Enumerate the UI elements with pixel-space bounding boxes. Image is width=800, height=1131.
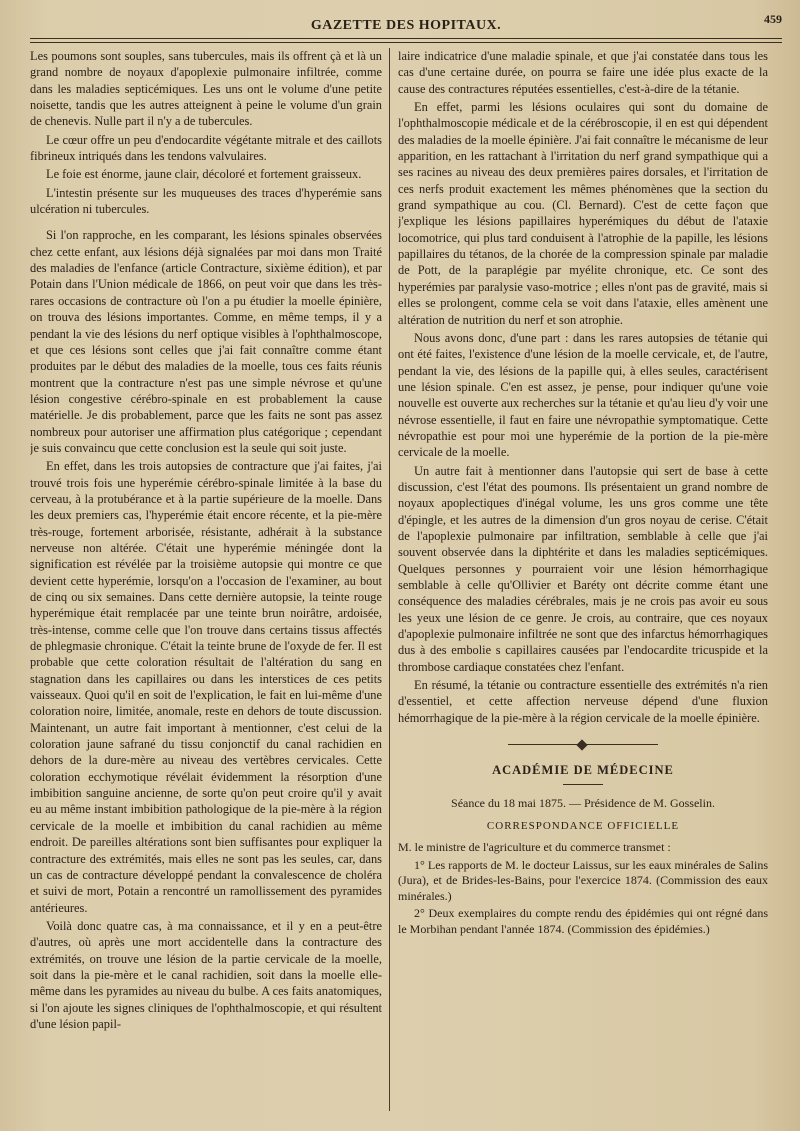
right-column <box>398 48 768 1113</box>
short-rule <box>563 784 603 785</box>
paragraph: Les poumons sont souples, sans tubercules, mais ils offrent çà et là un grand nombre de noyaux d'apoplexie pulmonaire infiltrée, comme dans les maladies septicémiques. Les uns ont le volume d'une petite noisette, tandis que les autres atteignent à peine le volume d'un grain de chenevis. Nulle part il n'y a de tubercules. <box>30 49 382 129</box>
paragraph: Nous avons donc, d'une part : dans les rares autopsies de tétanie qui ont été faites, l'existence d'une lésion de la moelle cervicale, et, de l'autre, pendant la vie, des lésions de la papille qui, à elles seules, caractérisent une lésion spinale. C'en est assez, je pense, pour indiquer qu'une voie nouvelle est ouverte aux recherches sur la tétanie et qu'au lieu d'y voir une névrose essentielle, il faut en faire une névropathie symptomatique. Cette névropathie est pour moi une hyperémie de la portion de la pie-mère cervicale de la moelle. <box>398 330 768 460</box>
page-number: 459 <box>764 12 782 26</box>
section-ornament <box>508 742 658 748</box>
paragraph: En résumé, la tétanie ou contracture essentielle des extrémités n'a rien d'essentiel, et cette affection nerveuse dépend d'une fluxion hémorrhagique de la pie-mère à la région cervicale de la moelle épinière. <box>398 678 768 725</box>
session-line: Séance du 18 mai 1875. — Présidence de M. Gosselin. <box>451 796 715 811</box>
paragraph: En effet, dans les trois autopsies de contracture que j'ai faites, j'ai trouvé trois fois une hyperémie cérébro-spinale limitée à la base du cerveau, à la protubérance et à la partie supérieure de la moelle. Dans les deux premiers cas, l'hyperémie était encore récente, et la pie-mère très-rouge, fortement arborisée, résistante, adhérait à la substance nerveuse non altérée. C'était une hyperémie méningée dont la signification est révélée par la troisième autopsie qui montre ce que devient cette hyperémie, lorsqu'on a l'occasion de l'examiner, au bout de cinq ou six semaines. Dans cette dernière autopsie, la teinte rouge hyperémique était remplacée par une teinte brun noirâtre, ardoisée, très-intense, comme celle que l'on trouve dans certains tissus affectés de phlegmasie chronique. C'était la teinte brune de l'oxyde de fer. Il est probable que cette coloration résultait de l'altération du sang en stagnation dans les capillaires ou dans les interstices de ces petits vaisseaux. Quoi qu'il en soit de l'explication, le fait en lui-même d'une coloration noire, limitée, anomale, reste en dehors de toute discussion. Maintenant, un autre fait important à mentionner, c'est celui de la coloration jaune safrané du tissu conjonctif du canal rachidien en dehors de la dure-mère au niveau des vertèbres cervicales. Cette coloration ecchymotique révélait évidemment la résorption d'une imbibition sanguine ancienne, de sorte qu'on peut croire qu'il y avait eu au même instant imbibition pathologique de la pie-mère à la région cervicale de la moelle et imbibition du canal rachidien au même endroit. De pareilles altérations sont bien suffisantes pour expliquer la contracture des extrémités, mais elles ne sont pas les seules, car, dans un cas de contracture développé pendant la convalescence de choléra et suivi de mort, Potain a rencontré un ramollissement des pyramides antérieures. <box>30 459 382 915</box>
paragraph: laire indicatrice d'une maladie spinale, et que j'ai constatée dans tous les cas d'une certaine durée, on pourra se faire une idée plus exacte de la cause des contractures réputées essentielles, c'est-à-dire de la tétanie. <box>398 49 768 96</box>
page-header <box>30 12 782 38</box>
paragraph: Un autre fait à mentionner dans l'autopsie qui sert de base à cette discussion, c'est l'état des poumons. Ils présentaient un grand nombre de noyaux apoplectiques d'inégal volume, les uns gros comme une tête d'épingle, et les autres de la dimension d'un gros noyau de cerise. C'était de l'apoplexie pulmonaire par infiltration, semblable à celle que j'ai souvent observée dans la diphtérite et dans les maladies septicémiques. Quelques personnes y pourraient voir une lésion hémorrhagique semblable à celle qu'Ollivier et Baréty ont décrite comme étant une conséquence des maladies cérébrales, mais je ne crois pas avoir eu sous les yeux une lésion de ce genre. Je crois, au contraire, que ces noyaux d'apoplexie pulmonaire infiltrée ne sont que des infarctus hémorrhagiques dus à des embolie s capillaires causées par l'endocardite tricuspide et la thrombose cardiaque constatées chez l'enfant. <box>398 463 768 674</box>
list-item: 2° Deux exemplaires du compte rendu des épidémies qui ont régné dans le Morbihan pendant l'année 1874. (Commission des épidémies.) <box>398 906 768 936</box>
column-divider <box>389 48 390 1111</box>
header-rule <box>30 38 782 43</box>
paragraph: L'intestin présente sur les muqueuses des traces d'hyperémie sans ulcération ni tubercules. <box>30 185 382 217</box>
paragraph: M. le ministre de l'agriculture et du commerce transmet : <box>398 840 671 855</box>
paragraph: Voilà donc quatre cas, à ma connaissance, et il y en a peut-être d'autres, où après une mort accidentelle dans la contracture des extrémités, on trouve une lésion de la partie cervicale de la moelle, soit dans la pie-mère et le canal rachidien, soit dans la moelle elle-même dans les pyramides au niveau du bulbe. A ces faits anatomiques, si l'on ajoute les signes cliniques de l'ophthalmoscopie, et qui résultent d'une lésion papil- <box>30 918 382 1031</box>
paragraph: Si l'on rapproche, en les comparant, les lésions spinales observées chez cette enfant, aux lésions déjà signalées par moi dans mon Traité des maladies de l'enfance (article Contracture, sixième édition), et par Potain dans l'Union médicale de 1866, on peut voir que dans les très-rares occasions de contracture où l'on a pu étudier la moelle épinière, on trouva des lésions importantes. Comme, en même temps, il y a pendant la vie des lésions du nerf optique visibles à l'ophthalmoscope, et que ces lésions sont celles que j'ai fait connaître comme étant produites par le début des maladies de la moelle, tous ces faits réunis montrent que la contracture n'est pas une simple névrose et qu'une lésion congestive cérébro-spinale en est probablement la cause matérielle. Je dis probablement, parce que les faits ne sont pas assez nombreux pour autoriser une affirmation plus catégorique ; cependant je suis convaincu que cette conclusion est la seule qui soit juste. <box>30 228 382 455</box>
paragraph: Le foie est énorme, jaune clair, décoloré et fortement graisseux. <box>46 167 362 182</box>
paragraph: En effet, parmi les lésions oculaires qui sont du domaine de l'ophthalmoscopie médicale et de la cérébroscopie, il en est qui dépendent des maladies de la moelle épinière. J'ai fait connaître le mécanisme de leur apparition, en les rattachant à l'irritation du nerf grand sympathique qui a ses racines au niveau des deux premières paires dorsales, et l'irritation de ces nerfs produit exactement les mêmes phénomènes que la section du grand sympathique au cou. (Cl. Bernard). C'est de cette façon que j'explique les lésions papillaires hyperémiques du début de l'ataxie locomotrice, qui plus tard conduisent à l'atrophie de la papille, les lésions papillaires du tétanos, de la chorée de la compression spinale par maladie de Pott, de la paraplégie par myélite chronique, etc. Ce sont des hyperémies par paralysie vaso-motrice ; elles n'ont pas de gravité, mais si elles se prolongent, comme cela se voit dans l'ataxie, elles amènent une altération de nutrition du nerf et son atrophie. <box>398 100 768 327</box>
left-column <box>30 48 382 1113</box>
journal-title: GAZETTE DES HOPITAUX. <box>310 18 502 33</box>
section-title: ACADÉMIE DE MÉDECINE <box>492 763 674 778</box>
subsection-title: CORRESPONDANCE OFFICIELLE <box>486 819 680 832</box>
list-item: 1° Les rapports de M. le docteur Laissus, sur les eaux minérales de Salins (Jura), et de Brides-les-Bains, pour l'exercice 1874. (Commission des eaux minérales.) <box>398 857 768 903</box>
paragraph: Le cœur offre un peu d'endocardite végétante mitrale et des caillots fibrineux intriqués dans les tendons valvulaires. <box>30 132 382 164</box>
